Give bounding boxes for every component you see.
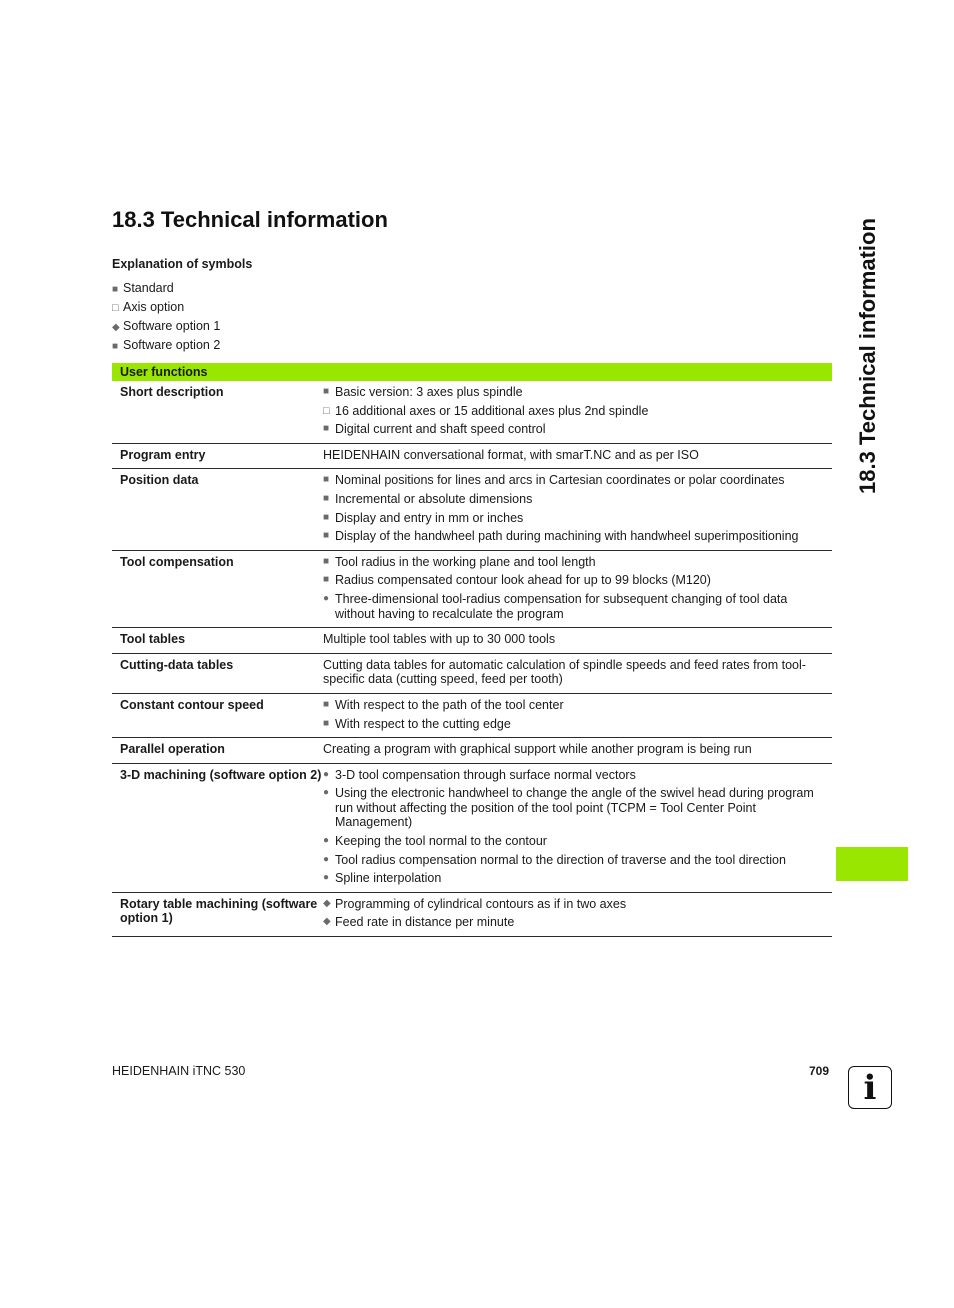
filled-circle-icon: ●	[323, 787, 330, 799]
legend-label: Standard	[123, 281, 174, 295]
list-item	[323, 871, 824, 886]
info-icon	[848, 1066, 892, 1109]
list-item-text: With respect to the path of the tool center	[335, 697, 564, 712]
legend-item	[112, 336, 220, 355]
legend-label: Software option 1	[123, 319, 221, 333]
list-item	[323, 915, 824, 930]
diamond-icon: ◆	[323, 897, 331, 909]
page-title: 18.3 Technical information	[112, 207, 388, 232]
legend-item	[112, 279, 220, 298]
list-item	[323, 492, 824, 507]
list-item	[323, 511, 824, 526]
list-item-text: Three-dimensional tool-radius compensation for subsequent changing of tool data without having to recalculate the program	[335, 591, 788, 621]
list-item-text: Spline interpolation	[335, 871, 442, 886]
diamond-icon: ◆	[112, 322, 120, 333]
list-item	[323, 768, 824, 783]
list-item-text: 16 additional axes or 15 additional axes plus 2nd spindle	[335, 403, 649, 418]
hollow-square-icon: □	[323, 404, 330, 417]
filled-square-icon: ■	[323, 492, 330, 504]
row-label: Cutting-data tables	[120, 657, 234, 672]
user-functions-table	[112, 363, 832, 937]
filled-circle-icon: ●	[323, 853, 330, 865]
list-item	[323, 897, 824, 912]
filled-circle-icon: ●	[323, 872, 330, 884]
row-content	[323, 654, 832, 693]
list-item-text: Keeping the tool normal to the contour	[335, 834, 547, 849]
filled-square-icon: ■	[323, 511, 330, 523]
filled-square-icon: ■	[323, 717, 330, 729]
table-row	[112, 628, 832, 654]
filled-circle-icon: ●	[323, 592, 330, 604]
legend-title: Explanation of symbols	[112, 257, 253, 271]
table-row	[112, 444, 832, 470]
table-row	[112, 551, 832, 628]
legend-item	[112, 298, 220, 317]
list-item-text: Programming of cylindrical contours as if in two axes	[335, 896, 627, 911]
row-content	[323, 551, 832, 627]
list-item	[323, 834, 824, 849]
list-item-text: Nominal positions for lines and arcs in Cartesian coordinates or polar coordinates	[335, 473, 785, 488]
hollow-square-icon: □	[112, 302, 119, 314]
row-text: HEIDENHAIN conversational format, with smarT.NC and as per ISO	[323, 447, 699, 462]
row-content	[323, 764, 832, 892]
list-item-text: Incremental or absolute dimensions	[335, 491, 533, 506]
footer-manual-name: HEIDENHAIN iTNC 530	[112, 1064, 246, 1078]
chapter-tab-marker	[836, 847, 908, 881]
filled-square-icon: ■	[323, 574, 330, 586]
list-item	[323, 853, 824, 868]
list-item	[323, 473, 824, 488]
page-number: 709	[809, 1064, 830, 1078]
row-label: Rotary table machining (software option 1)	[120, 896, 318, 925]
list-item	[323, 592, 824, 621]
legend-item	[112, 317, 220, 336]
row-label: Position data	[120, 473, 199, 488]
legend-label: Software option 2	[123, 338, 221, 352]
list-item-text: Digital current and shaft speed control	[335, 422, 546, 437]
row-content	[323, 381, 832, 443]
row-content	[323, 469, 832, 549]
table-row	[112, 694, 832, 738]
list-item	[323, 698, 824, 713]
row-content	[323, 893, 832, 936]
list-item	[323, 385, 824, 400]
row-text: Creating a program with graphical support while another program is being run	[323, 742, 752, 757]
table-row	[112, 381, 832, 444]
filled-square-icon: ■	[323, 474, 330, 486]
list-item-text: 3-D tool compensation through surface normal vectors	[335, 767, 636, 782]
row-label: 3-D machining (software option 2)	[120, 767, 322, 782]
list-item-text: Tool radius in the working plane and tool length	[335, 554, 596, 569]
filled-square-icon: ■	[323, 555, 330, 567]
list-item-text: Feed rate in distance per minute	[335, 915, 515, 930]
list-item	[323, 555, 824, 570]
table-row	[112, 764, 832, 893]
table-row	[112, 738, 832, 764]
list-item	[323, 529, 824, 544]
row-label: Constant contour speed	[120, 697, 264, 712]
diamond-icon: ◆	[323, 916, 331, 928]
table-row	[112, 654, 832, 694]
row-label: Short description	[120, 385, 224, 399]
row-content	[323, 628, 832, 653]
symbol-legend	[112, 279, 220, 355]
info-glyph: i	[863, 1067, 877, 1108]
filled-square-icon: ■	[112, 284, 119, 295]
filled-square-icon: ■	[323, 423, 330, 435]
list-item-text: Radius compensated contour look ahead for up to 99 blocks (M120)	[335, 573, 711, 588]
filled-square-icon: ■	[323, 698, 330, 710]
list-item-text: With respect to the cutting edge	[335, 716, 511, 731]
row-content	[323, 444, 832, 469]
table-row	[112, 893, 832, 937]
row-text: Multiple tool tables with up to 30 000 tools	[323, 632, 556, 647]
row-text: Cutting data tables for automatic calculation of spindle speeds and feed rates from tool-specific data (cutting speed, feed per tooth)	[323, 657, 806, 687]
filled-square-icon: ■	[323, 530, 330, 542]
list-item-text: Display and entry in mm or inches	[335, 510, 524, 525]
filled-circle-icon: ●	[323, 835, 330, 847]
table-header: User functions	[112, 363, 832, 381]
list-item-text: Display of the handwheel path during machining with handwheel superimpositioning	[335, 529, 799, 544]
legend-label: Axis option	[123, 300, 185, 314]
row-label: Tool compensation	[120, 554, 234, 569]
row-label: Parallel operation	[120, 742, 225, 757]
row-label: Tool tables	[120, 632, 186, 647]
list-item	[323, 786, 824, 830]
list-item	[323, 422, 824, 437]
table-row	[112, 469, 832, 550]
list-item	[323, 573, 824, 588]
list-item	[323, 717, 824, 732]
row-content	[323, 738, 832, 763]
filled-square-icon: ■	[112, 341, 119, 352]
list-item-text: Using the electronic handwheel to change the angle of the swivel head during program run without affecting the position of the tool point (TCPM = Tool Center Point Management)	[335, 786, 814, 830]
list-item	[323, 404, 824, 419]
filled-circle-icon: ●	[323, 768, 330, 780]
filled-square-icon: ■	[323, 386, 330, 397]
list-item-text: Tool radius compensation normal to the direction of traverse and the tool direction	[335, 852, 786, 867]
side-section-title: 18.3 Technical information	[855, 218, 880, 494]
row-label: Program entry	[120, 447, 206, 462]
row-content	[323, 694, 832, 737]
table-body	[112, 381, 832, 937]
list-item-text: Basic version: 3 axes plus spindle	[335, 385, 523, 399]
